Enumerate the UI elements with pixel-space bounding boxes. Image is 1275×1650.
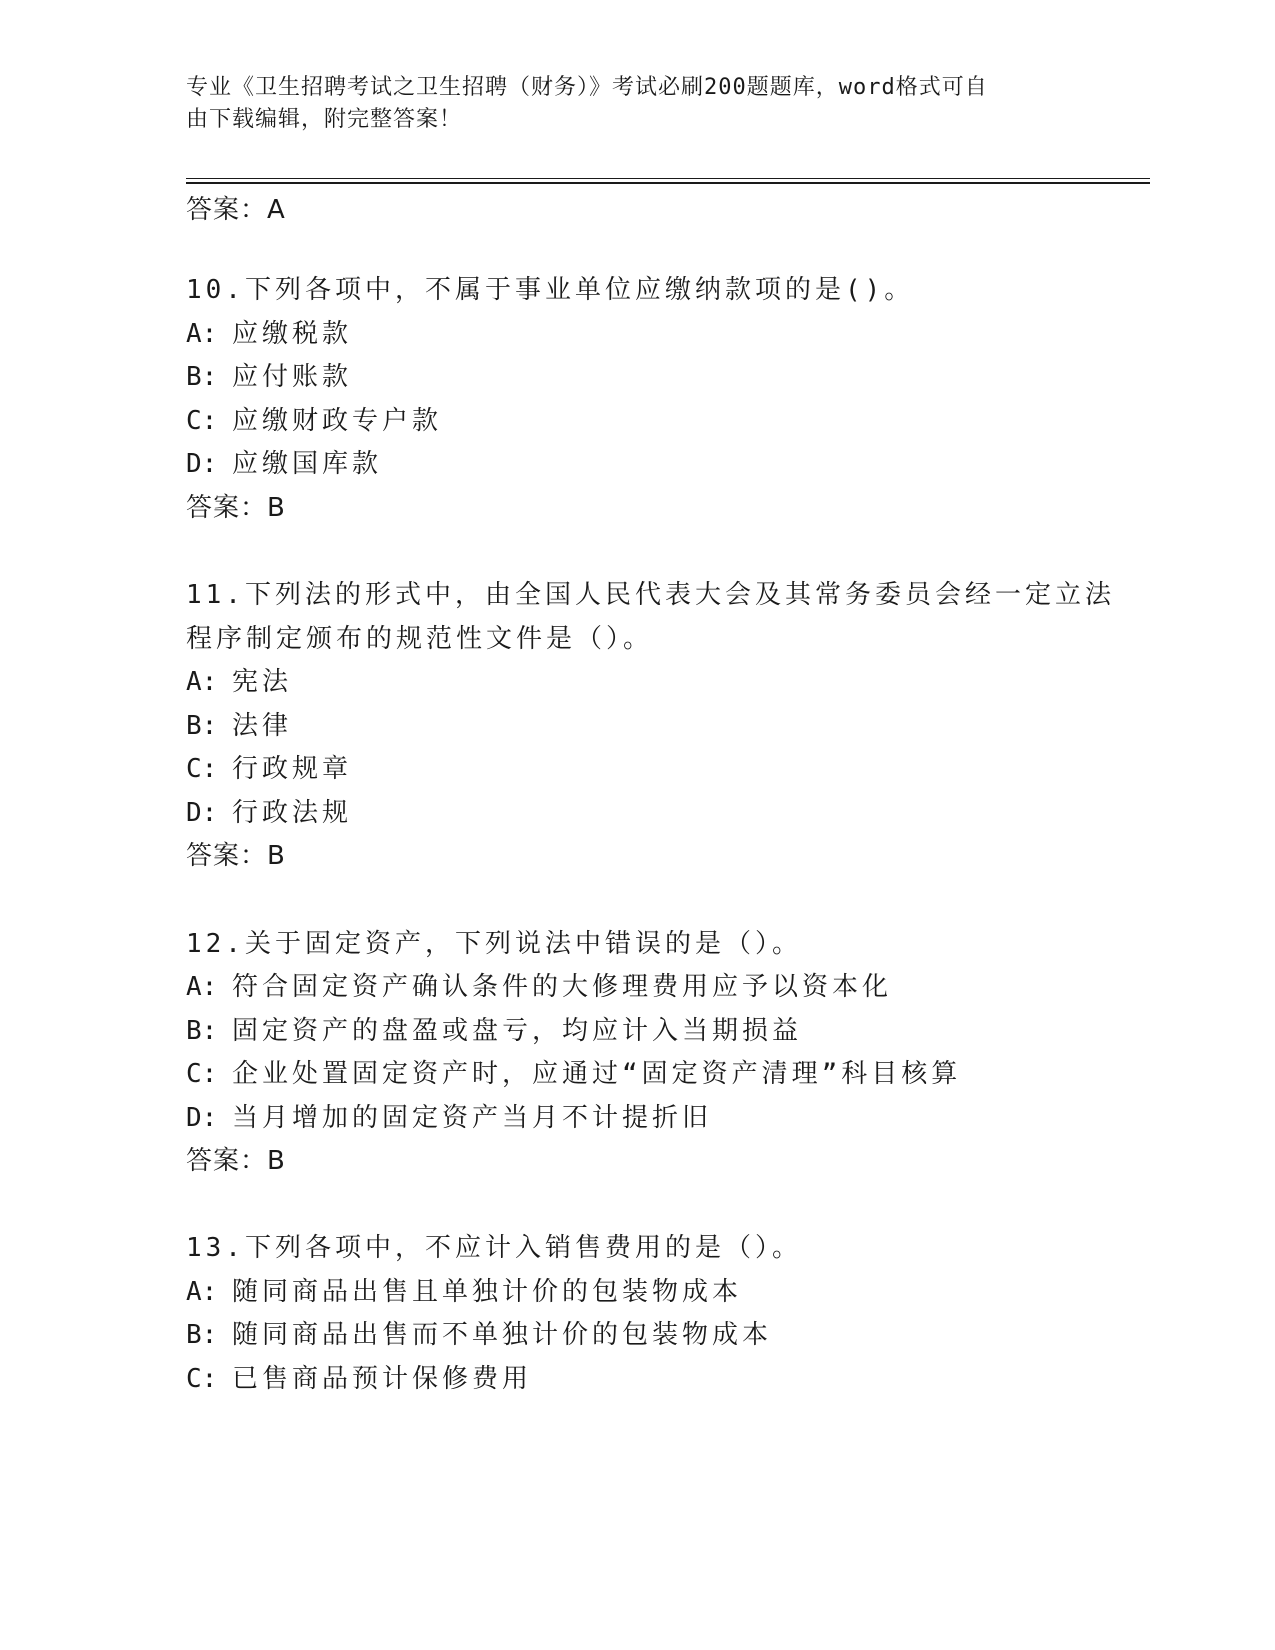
question-10-option-a <box>186 317 352 351</box>
option-text: 应付账款 <box>232 362 353 392</box>
question-12-option-c <box>186 1057 961 1091</box>
option-key: B: <box>186 1016 218 1046</box>
question-12-answer: 答案：B <box>186 1146 286 1176</box>
option-key: C: <box>186 1059 218 1089</box>
header-rule-thick <box>186 182 1150 184</box>
option-text: 法律 <box>232 711 293 741</box>
option-text: 宪法 <box>232 667 293 697</box>
option-key: A: <box>186 667 218 697</box>
option-text: 行政法规 <box>232 798 353 828</box>
question-11-answer: 答案：B <box>186 841 286 871</box>
option-key: C: <box>186 1364 218 1394</box>
option-text: 应缴税款 <box>232 319 353 349</box>
question-11-option-a <box>186 665 292 699</box>
option-text: 应缴财政专户款 <box>232 406 443 436</box>
question-12-option-b <box>186 1014 802 1048</box>
option-key: A: <box>186 319 218 349</box>
option-text: 应缴国库款 <box>232 449 383 479</box>
header-line-2: 由下载编辑，附完整答案！ <box>186 107 463 132</box>
question-11-option-b <box>186 709 292 743</box>
document-header <box>186 72 1066 136</box>
option-key: B: <box>186 1320 218 1350</box>
question-10-answer: 答案：B <box>186 493 286 523</box>
option-text: 已售商品预计保修费用 <box>232 1364 533 1394</box>
option-key: D: <box>186 1103 218 1133</box>
question-13-option-b <box>186 1318 772 1352</box>
question-10-option-b <box>186 360 352 394</box>
option-key: D: <box>186 449 218 479</box>
header-line-1: 专业《卫生招聘考试之卫生招聘（财务）》考试必刷200题题库，word格式可自 <box>186 75 988 100</box>
question-11-option-d <box>186 796 352 830</box>
option-key: B: <box>186 362 218 392</box>
answer-previous: 答案：A <box>186 195 286 225</box>
question-10-option-d <box>186 447 382 481</box>
option-text: 当月增加的固定资产当月不计提折旧 <box>232 1103 713 1133</box>
option-key: C: <box>186 754 218 784</box>
option-key: A: <box>186 1277 218 1307</box>
option-text: 随同商品出售而不单独计价的包装物成本 <box>232 1320 773 1350</box>
question-12-option-d <box>186 1101 712 1135</box>
option-text: 符合固定资产确认条件的大修理费用应予以资本化 <box>232 972 893 1002</box>
option-key: B: <box>186 711 218 741</box>
question-10-option-c <box>186 404 442 438</box>
option-text: 固定资产的盘盈或盘亏，均应计入当期损益 <box>232 1016 803 1046</box>
option-key: D: <box>186 798 218 828</box>
header-rule-thin <box>186 178 1150 179</box>
option-key: A: <box>186 972 218 1002</box>
question-11-text-line-1: 11.下列法的形式中，由全国人民代表大会及其常务委员会经一定立法 <box>186 580 1115 610</box>
option-text: 行政规章 <box>232 754 353 784</box>
question-13-option-c <box>186 1362 532 1396</box>
question-12-text: 12.关于固定资产，下列说法中错误的是（）。 <box>186 929 802 959</box>
option-key: C: <box>186 406 218 436</box>
question-11-option-c <box>186 752 352 786</box>
option-text: 随同商品出售且单独计价的包装物成本 <box>232 1277 743 1307</box>
question-11-text-line-2: 程序制定颁布的规范性文件是（）。 <box>186 624 654 654</box>
question-12-option-a <box>186 970 892 1004</box>
option-text: 企业处置固定资产时，应通过“固定资产清理”科目核算 <box>232 1059 962 1089</box>
question-10-text: 10.下列各项中，不属于事业单位应缴纳款项的是()。 <box>186 275 915 305</box>
question-13-option-a <box>186 1275 742 1309</box>
question-13-text: 13.下列各项中，不应计入销售费用的是（）。 <box>186 1233 802 1263</box>
